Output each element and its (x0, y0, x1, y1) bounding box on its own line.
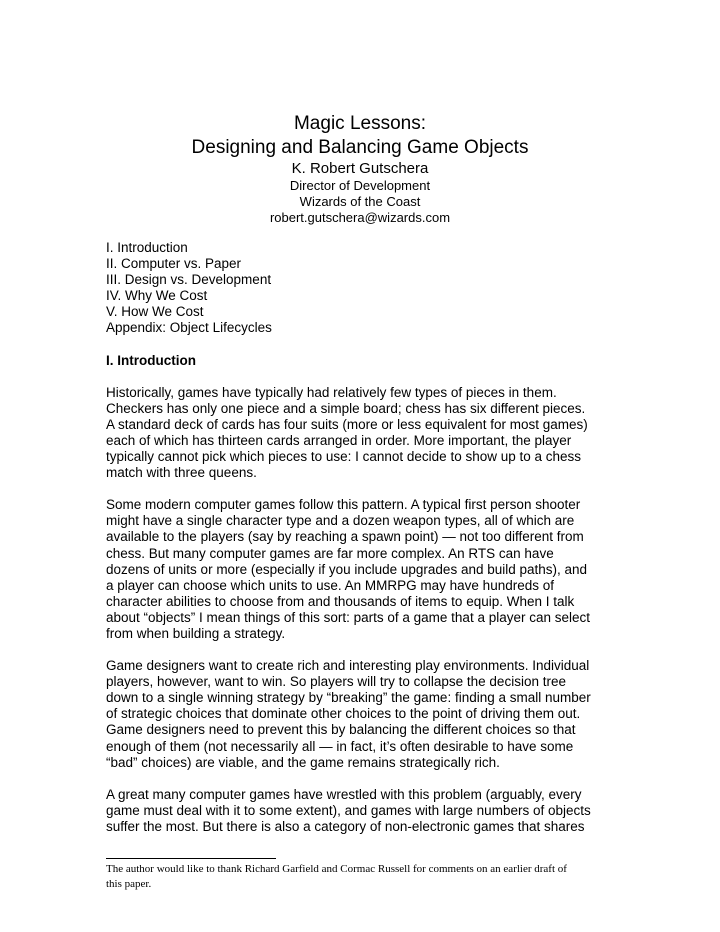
paragraph-line: typically cannot pick which pieces to use: I cannot decide to show up to a chess (106, 449, 582, 465)
paper-title-line-1: Magic Lessons: (293, 113, 426, 134)
section-heading: I. Introduction (106, 352, 196, 368)
title-block (0, 112, 720, 226)
paragraph-line: from when building a strategy. (106, 625, 286, 641)
paragraph-line: match with three queens. (106, 465, 257, 481)
footnote-line: The author would like to thank Richard Garfield and Cormac Russell for comments on an earlier draft of (106, 863, 567, 875)
paragraph-line: Game designers want to create rich and interesting play environments. Individual (106, 658, 590, 674)
paragraph-line: chess. But many computer games are far more complex. An RTS can have (106, 545, 554, 561)
author-position: Director of Development (289, 178, 431, 193)
paragraph-line: Game designers need to prevent this by balancing the different choices so that (106, 722, 576, 738)
toc-item: IV. Why We Cost (106, 288, 208, 304)
paragraph-line: about “objects” I mean things of this sort: parts of a game that a player can select (106, 609, 591, 625)
author-name: K. Robert Gutschera (291, 160, 429, 177)
paper-title-line-2: Designing and Balancing Game Objects (191, 137, 529, 158)
paragraph (106, 497, 626, 642)
paragraph-line: dozens of units or more (especially if you include upgrades and build paths), and (106, 561, 588, 577)
paragraph-line: “bad” choices) are viable, and the game remains strategically rich. (106, 754, 500, 770)
paragraph-line: Checkers has only one piece and a simple board; chess has six different pieces. (106, 400, 586, 416)
toc-item: Appendix: Object Lifecycles (106, 320, 272, 336)
paragraph (106, 385, 626, 482)
paragraph-line: enough of them (not necessarily all — in fact, it’s often desirable to have some (106, 738, 574, 754)
toc-item: V. How We Cost (106, 304, 204, 320)
paragraph-line: character abilities to choose from and thousands of items to equip. When I talk (106, 593, 575, 609)
paragraph-line: A standard deck of cards has four suits (more or less equivalent for most games) (106, 416, 588, 432)
paragraph (106, 787, 626, 835)
footnote-divider (106, 858, 276, 859)
paragraph-line: available to the players (say by reaching a spawn point) — not too different from (106, 529, 584, 545)
table-of-contents (106, 240, 626, 337)
toc-item: I. Introduction (106, 240, 188, 255)
paragraph-line: players, however, want to win. So players will try to collapse the decision tree (106, 674, 566, 690)
paragraph-line: down to a single winning strategy by “breaking” the game: finding a small number (106, 690, 591, 706)
toc-item: III. Design vs. Development (106, 272, 272, 288)
paragraph-line: Some modern computer games follow this pattern. A typical first person shooter (106, 497, 581, 513)
footnote (106, 862, 626, 892)
paragraph (106, 658, 626, 771)
author-company: Wizards of the Coast (299, 194, 421, 209)
paragraph-line: game must deal with it to some extent), and games with large numbers of objects (106, 802, 591, 818)
paragraph-line: A great many computer games have wrestled with this problem (arguably, every (106, 786, 582, 802)
paragraph-line: each of which has thirteen cards arranged in order. More important, the player (106, 432, 572, 448)
author-email: robert.gutschera@wizards.com (269, 210, 451, 225)
paragraph-line: a player can choose which units to use. An MMRPG may have hundreds of (106, 577, 554, 593)
paragraph-line: of strategic choices that dominate other choices to the point of driving them out. (106, 706, 581, 722)
footnote-line: this paper. (106, 878, 152, 890)
paragraph-line: Historically, games have typically had relatively few types of pieces in them. (106, 384, 557, 400)
toc-item: II. Computer vs. Paper (106, 256, 242, 272)
body-text (106, 240, 626, 835)
paragraph-line: might have a single character type and a dozen weapon types, all of which are (106, 513, 575, 529)
paragraph-line: suffer the most. But there is also a category of non-electronic games that shares (106, 818, 585, 834)
